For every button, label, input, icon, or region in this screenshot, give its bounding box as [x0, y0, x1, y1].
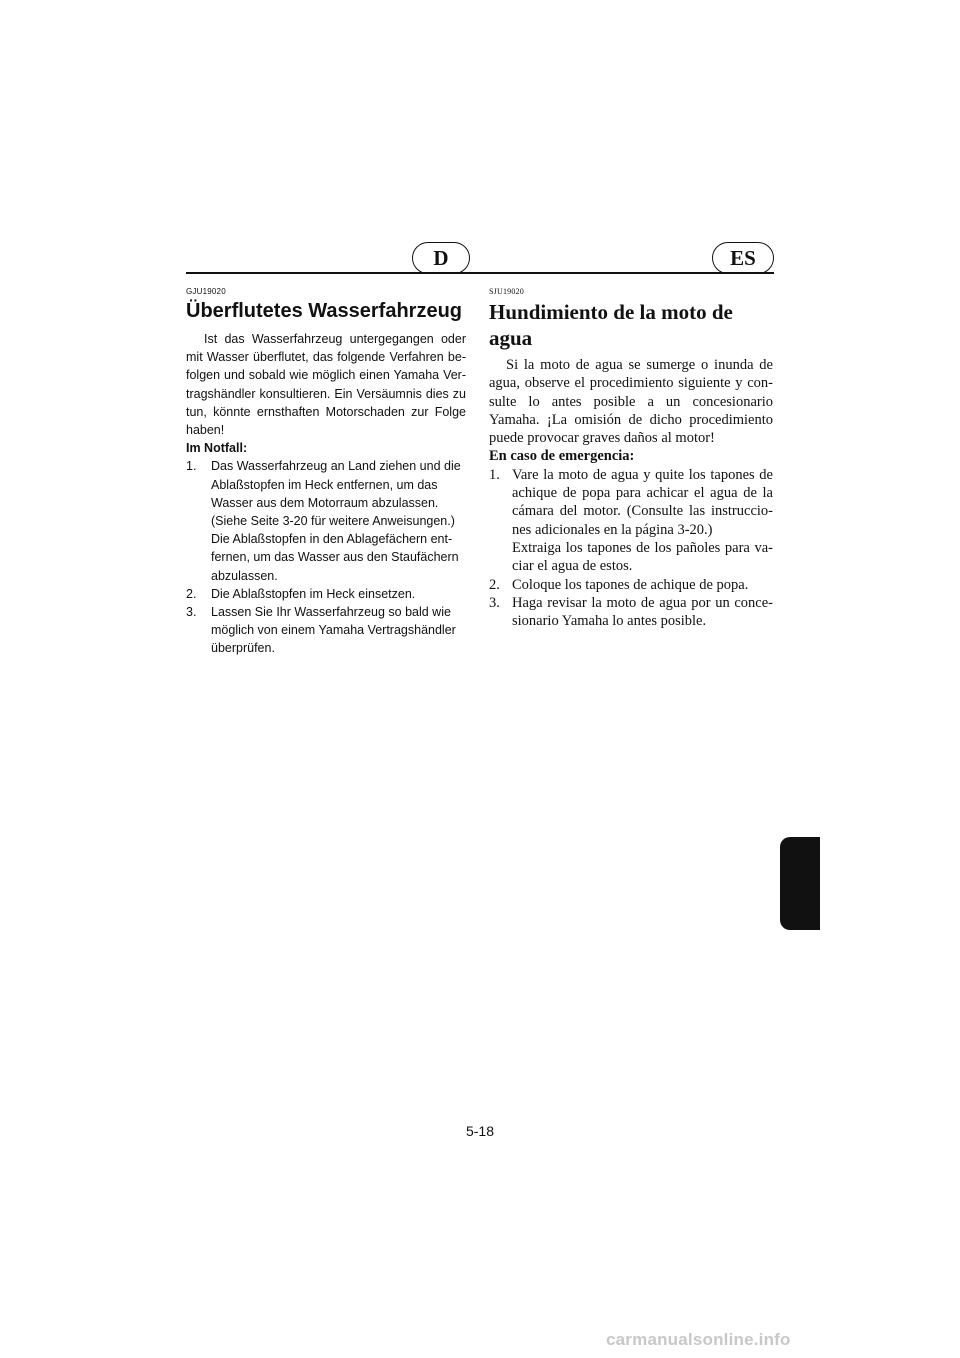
list-item [186, 603, 466, 658]
step-number: 1. [186, 459, 197, 474]
step-text: Coloque los tapones de achique de popa. [512, 576, 749, 593]
watermark: carmanualsonline.info [606, 1330, 791, 1349]
step-extra-text: Extraiga los tapones de los pañoles para va-ciar el agua de estos. [512, 539, 773, 575]
step-extra-text: Die Ablaßstopfen in den Ablagefächern ent-fernen, um das Wasser aus den Staufächern abzulassen. [211, 532, 459, 583]
step-text: Lassen Sie Ihr Wasserfahrzeug so bald wie möglich von einem Yamaha Vertragshändler überprüfen. [211, 605, 456, 656]
step-number: 2. [186, 586, 197, 601]
section-title: Überflutetes Wasserfahrzeug [186, 300, 462, 322]
step-text: Die Ablaßstopfen im Heck einsetzen. [211, 586, 416, 601]
steps-list [489, 466, 773, 631]
list-item [186, 585, 466, 603]
section-code: SJU19020 [489, 287, 524, 296]
list-item [489, 466, 773, 576]
section-title: Hundimiento de la moto de agua [489, 300, 733, 350]
spanish-column [489, 286, 773, 630]
language-badge-spanish: ES [712, 242, 774, 274]
step-number: 2. [489, 576, 500, 593]
german-column [186, 286, 466, 658]
step-text: Haga revisar la moto de agua por un conce-sionario Yamaha lo antes posible. [512, 594, 773, 630]
step-text: Das Wasserfahrzeug an Land ziehen und die Ablaßstopfen im Heck entfernen, um das Wasser aus dem Motorraum abzulassen. (Siehe Seite 3-20 für weitere Anweisungen.) [211, 459, 461, 529]
header-rule [186, 272, 774, 274]
section-code: GJU19020 [186, 287, 226, 296]
list-item [186, 457, 466, 584]
steps-list [186, 457, 466, 657]
intro-paragraph: Ist das Wasserfahrzeug untergegangen oder mit Wasser überflutet, das folgende Verfahren be-folgen und sobald wie möglich einen Yamaha Ver-tragshändler konsultieren. Ein Versäumnis dies zu tun, könnte ernsthaften Motorschaden zur Folge haben! [186, 332, 466, 438]
step-text: Vare la moto de agua y quite los tapones de achique de popa para achicar el agua de la cámara del motor. (Consulte las instruccio-nes adicionales en la página 3-20.) [512, 466, 773, 538]
chapter-tab-marker [780, 837, 820, 930]
list-item [489, 594, 773, 631]
intro-paragraph: Si la moto de agua se sumerge o inunda de agua, observe el procedimiento siguiente y con-sulte lo antes posible a un concesionario Yamaha. ¡La omisión de dicho procedimiento puede provocar graves daños al motor! [489, 357, 773, 447]
step-number: 1. [489, 466, 500, 483]
language-badge-german: D [412, 242, 470, 274]
list-item [489, 576, 773, 594]
emergency-heading: En caso de emergencia: [489, 448, 635, 465]
step-number: 3. [489, 594, 500, 611]
step-number: 3. [186, 605, 197, 620]
page-number: 5-18 [465, 1123, 495, 1139]
emergency-heading: Im Notfall: [186, 441, 248, 456]
